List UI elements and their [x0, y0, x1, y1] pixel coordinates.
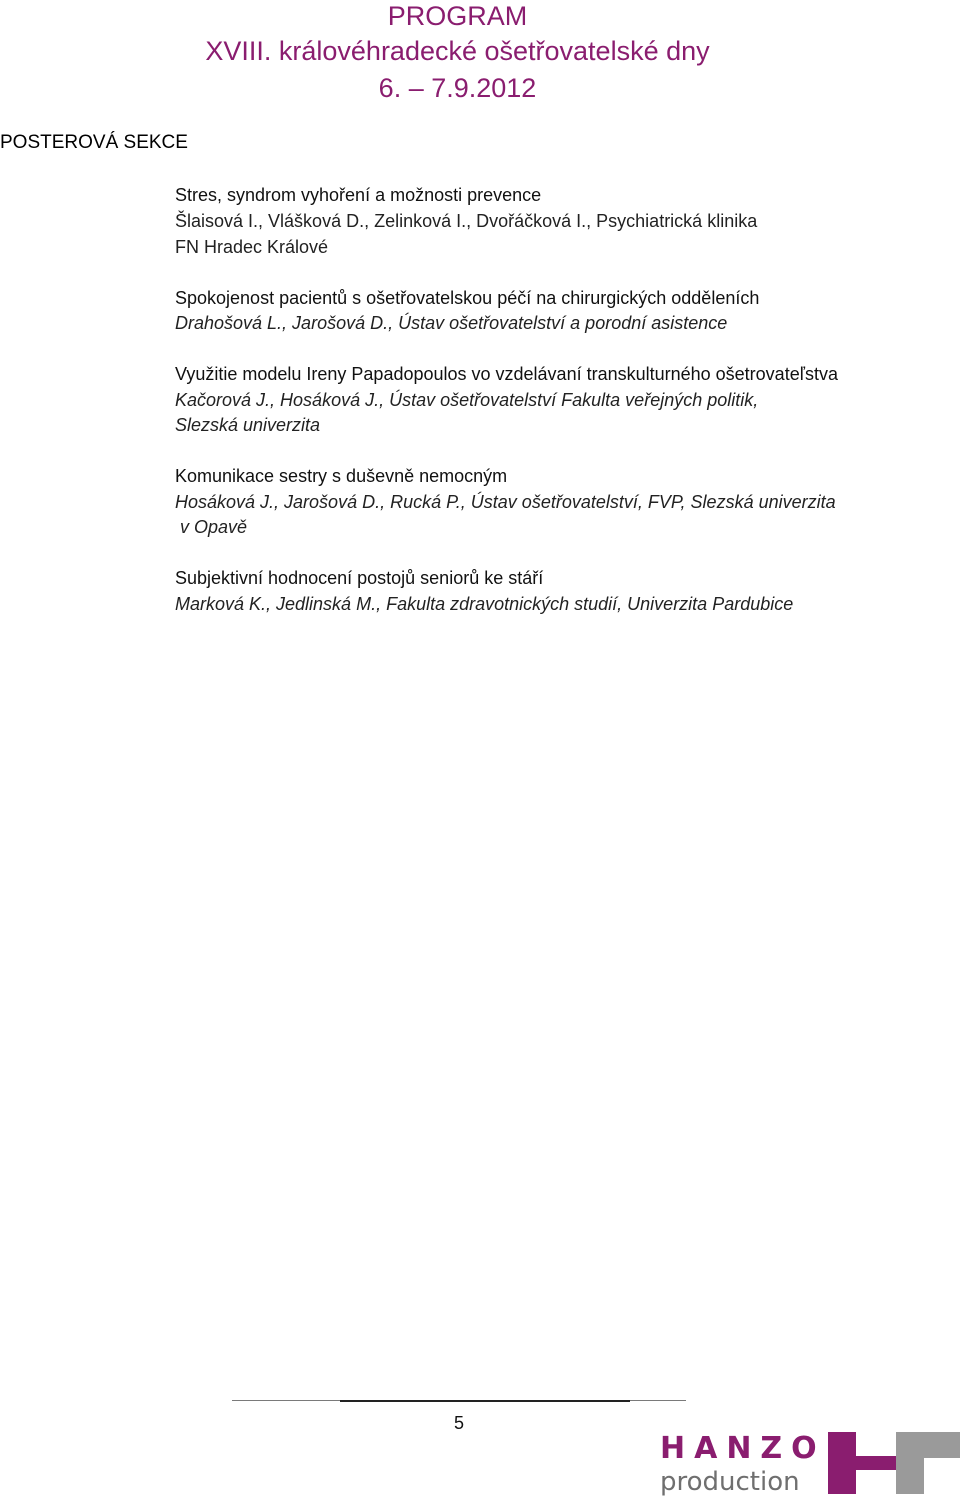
- entry-authors-continued: FN Hradec Králové: [175, 237, 329, 257]
- footer-divider-accent: [340, 1400, 630, 1402]
- entry-title: Komunikace sestry s duševně nemocným: [175, 466, 508, 486]
- entry-authors: Drahošová L., Jarošová D., Ústav ošetřovatelství a porodní asistence: [175, 313, 728, 333]
- section-title: POSTEROVÁ SEKCE: [0, 132, 188, 153]
- entry-authors: Šlaisová I., Vlášková D., Zelinková I., Dvořáčková I., Psychiatrická klinika: [175, 211, 758, 231]
- program-heading: PROGRAM: [387, 1, 528, 31]
- hanzo-logo-graphic: [658, 1430, 960, 1497]
- entry-title: Využitie modelu Ireny Papadopoulos vo vzdelávaní transkulturného ošetrovateľstva: [175, 364, 838, 384]
- entry-authors-continued: Slezská univerzita: [175, 415, 321, 435]
- entry-authors: Hosáková J., Jarošová D., Rucká P., Ústav ošetřovatelství, FVP, Slezská univerzita: [175, 492, 836, 512]
- logo-h-mark: [828, 1432, 960, 1494]
- logo-wordmark: HANZO: [660, 1431, 826, 1466]
- entry-authors: Kačorová J., Hosáková J., Ústav ošetřovatelství Fakulta veřejných politik,: [175, 390, 759, 410]
- conference-title: XVIII. královéhradecké ošetřovatelské dny: [205, 36, 710, 66]
- conference-date: 6. – 7.9.2012: [378, 73, 537, 103]
- page-number: 5: [453, 1413, 464, 1433]
- entry-title: Subjektivní hodnocení postojů seniorů ke stáří: [175, 568, 544, 588]
- entry-title: Stres, syndrom vyhoření a možnosti prevence: [175, 185, 542, 205]
- entry-authors-continued: v Opavě: [175, 517, 248, 537]
- logo-subtitle: production: [660, 1467, 800, 1497]
- hanzo-production-logo: [658, 1430, 960, 1497]
- entry-title: Spokojenost pacientů s ošetřovatelskou péčí na chirurgických odděleních: [175, 288, 760, 308]
- entry-authors: Marková K., Jedlinská M., Fakulta zdravotnických studií, Univerzita Pardubice: [175, 594, 794, 614]
